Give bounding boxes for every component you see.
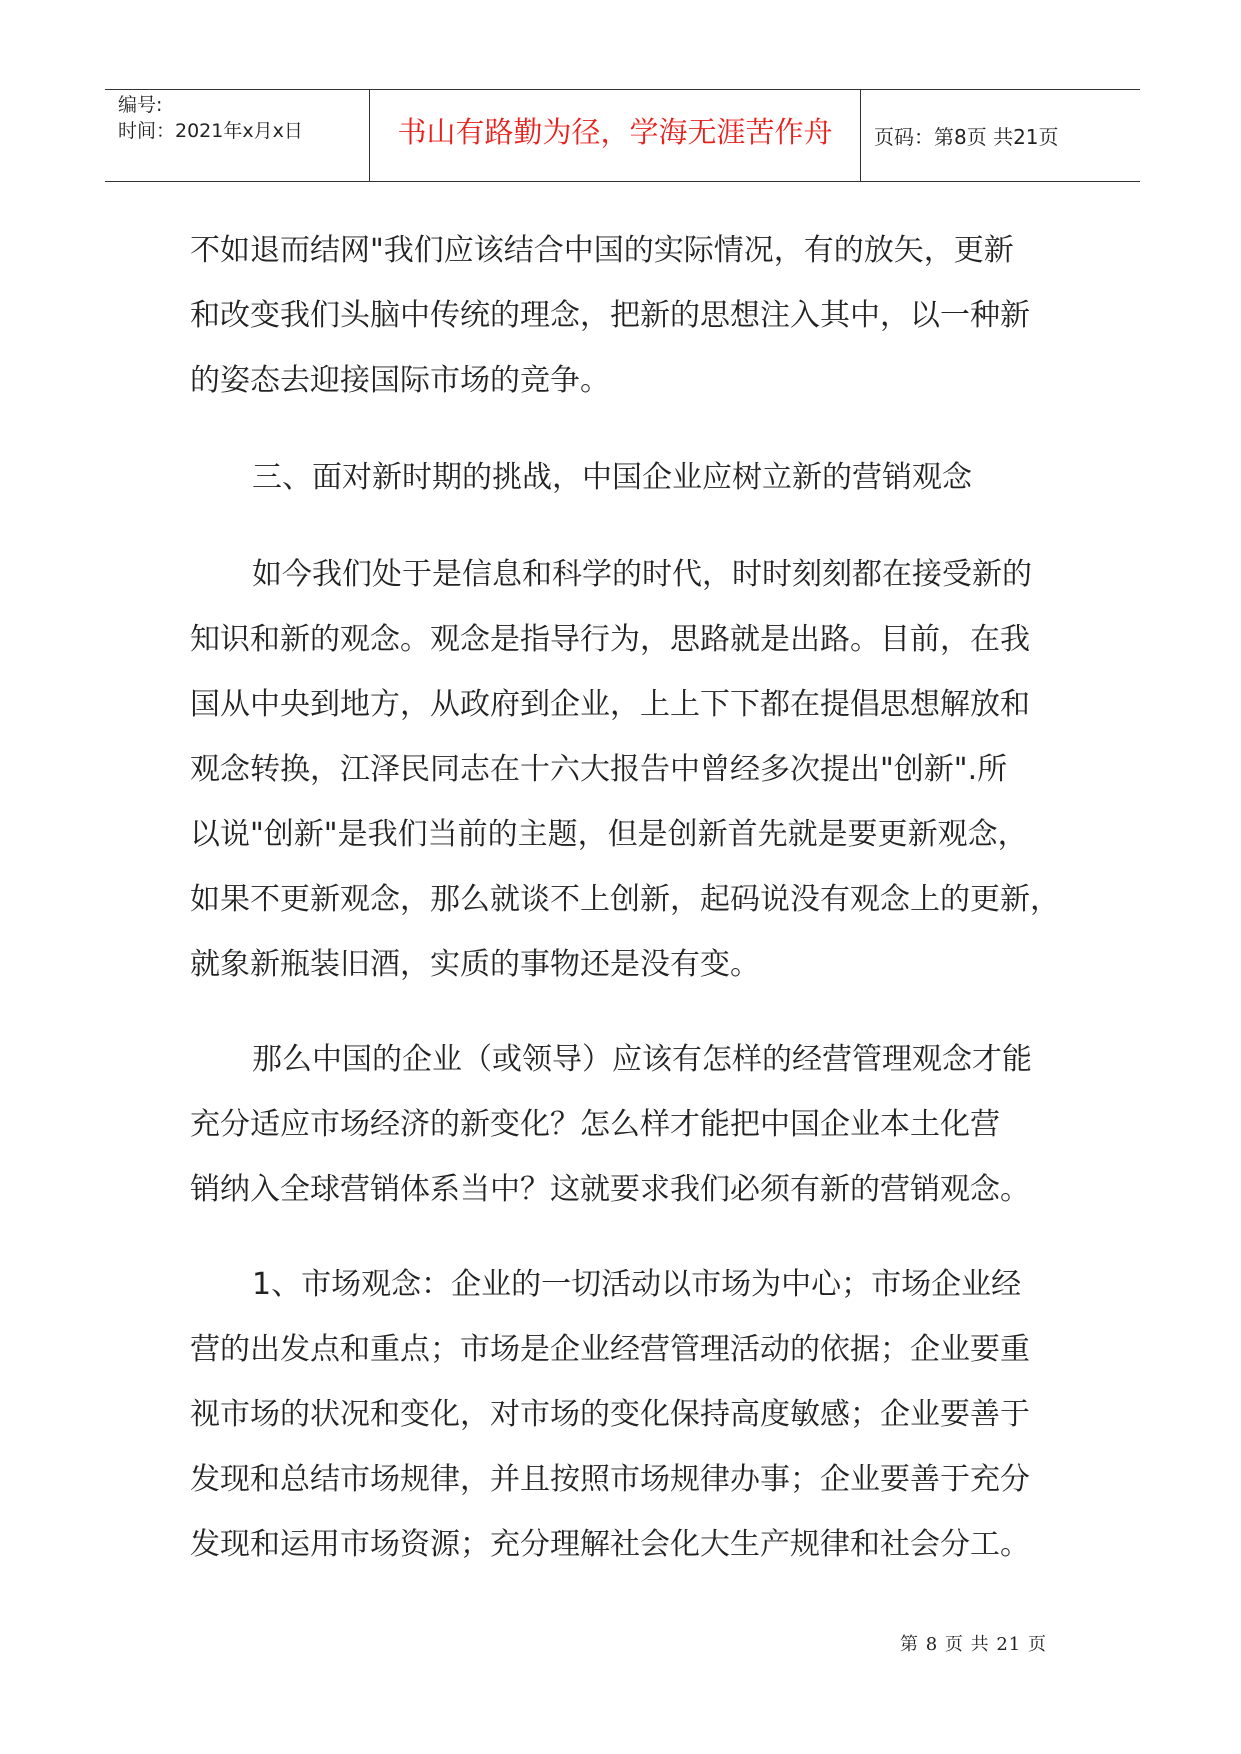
text-line: 营的出发点和重点；市场是企业经营管理活动的依据；企业要重 [190,1332,1030,1367]
text-line: 那么中国的企业（或领导）应该有怎样的经营管理观念才能 [252,1042,1032,1077]
text-line: 充分适应市场经济的新变化？怎么样才能把中国企业本土化营 [190,1107,1000,1142]
header-meta [118,92,303,144]
text-line: 的姿态去迎接国际市场的竞争。 [190,363,610,398]
paragraph-market-concept [190,1252,1062,1577]
section-heading-text: 三、面对新时期的挑战，中国企业应树立新的营销观念 [252,460,972,495]
text-line: 国从中央到地方，从政府到企业，上上下下都在提倡思想解放和 [190,687,1030,722]
text-line: 就象新瓶装旧酒，实质的事物还是没有变。 [190,947,760,982]
text-line: 销纳入全球营销体系当中？这就要求我们必须有新的营销观念。 [190,1172,1030,1207]
paragraph-continuation [190,218,1062,413]
paragraph-question [190,1027,1062,1222]
header-divider-right [860,89,861,181]
header-motto: 书山有路勤为径，学海无涯苦作舟 [397,115,833,149]
document-number-label: 编号: [118,94,163,116]
text-line: 不如退而结网"我们应该结合中国的实际情况，有的放矢，更新 [190,233,1014,268]
text-line: 1、市场观念：企业的一切活动以市场为中心；市场企业经 [252,1267,1022,1302]
footer-page-number: 第 8 页 共 21 页 [900,1634,1047,1655]
section-heading-3 [190,445,1062,510]
document-time-label: 时间：2021年x月x日 [118,120,303,142]
paragraph-innovation [190,542,1062,997]
text-line: 发现和运用市场资源；充分理解社会化大生产规律和社会分工。 [190,1527,1030,1562]
header-divider-left [369,89,370,181]
header-page-info: 页码：第8页 共21页 [874,125,1059,149]
header-bottom-rule [105,181,1140,182]
text-line: 发现和总结市场规律，并且按照市场规律办事；企业要善于充分 [190,1462,1030,1497]
text-line: 如果不更新观念，那么就谈不上创新，起码说没有观念上的更新， [190,882,1060,917]
text-line: 观念转换，江泽民同志在十六大报告中曾经多次提出"创新".所 [190,752,1008,787]
header-top-rule [105,89,1140,90]
document-body [190,218,1062,1577]
text-line: 和改变我们头脑中传统的理念，把新的思想注入其中，以一种新 [190,298,1030,333]
text-line: 以说"创新"是我们当前的主题，但是创新首先就是要更新观念， [190,817,1028,852]
text-line: 如今我们处于是信息和科学的时代，时时刻刻都在接受新的 [252,557,1032,592]
text-line: 视市场的状况和变化，对市场的变化保持高度敏感；企业要善于 [190,1397,1030,1432]
text-line: 知识和新的观念。观念是指导行为，思路就是出路。目前，在我 [190,622,1030,657]
